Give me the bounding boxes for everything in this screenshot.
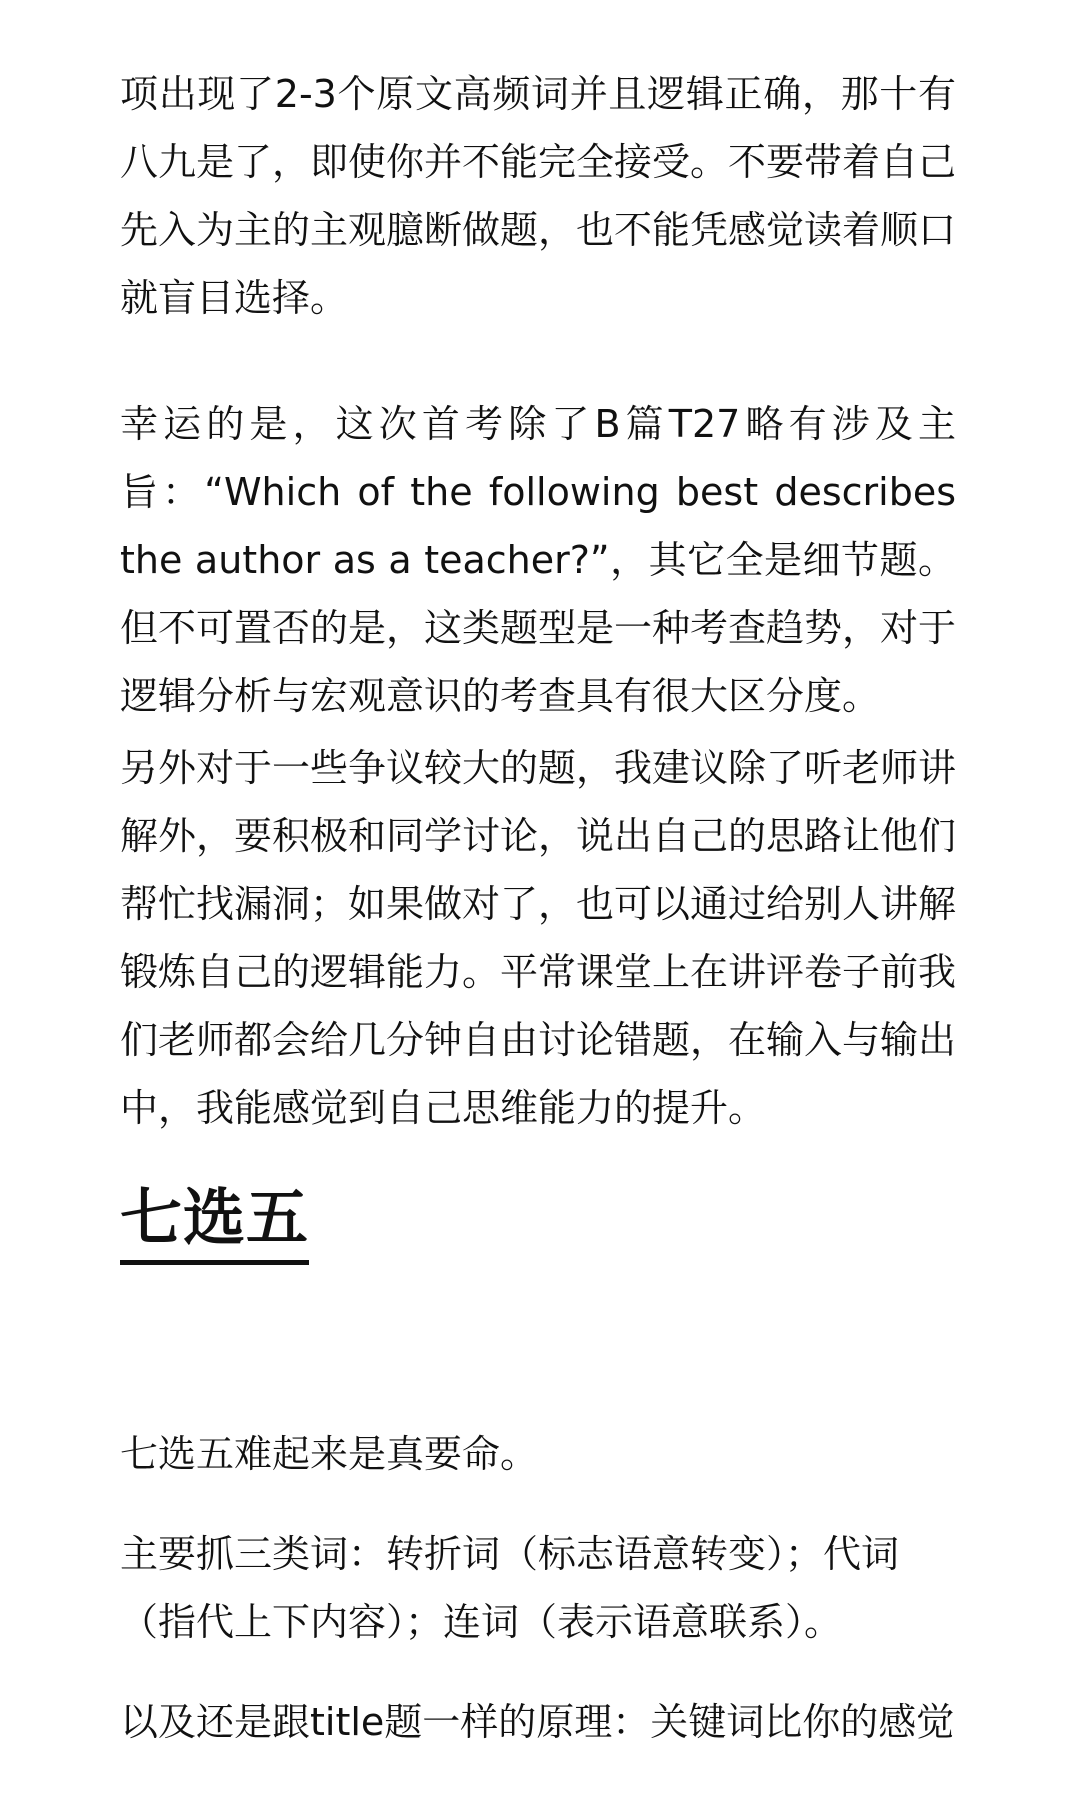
paragraph-keyword-logic <box>120 60 956 332</box>
text-line: 项出现了2-3个原文高频词并且逻辑正确，那十有 <box>120 72 957 116</box>
text-line: 先入为主的主观臆断做题，也不能凭感觉读着顺口 <box>120 208 957 252</box>
text-line: 但不可置否的是，这类题型是一种考查趋势，对于 <box>120 606 957 650</box>
text-line: 以及还是跟title题一样的原理：关键词比你的感觉 <box>120 1700 955 1744</box>
text-line: 逻辑分析与宏观意识的考查具有很大区分度。 <box>120 674 881 718</box>
text-line: 七选五难起来是真要命。 <box>120 1432 539 1476</box>
text-line: 帮忙找漏洞；如果做对了，也可以通过给别人讲解 <box>120 882 957 926</box>
text-line: （指代上下内容）；连词（表示语意联系）。 <box>120 1600 843 1644</box>
paragraph-seven-choose-five-intro <box>120 1420 538 1488</box>
text-line: 八九是了，即使你并不能完全接受。不要带着自己 <box>120 140 957 184</box>
text-line: 另外对于一些争议较大的题，我建议除了听老师讲 <box>120 746 957 790</box>
text-line: 幸运的是，这次首考除了B篇T27略有涉及主 <box>120 402 957 446</box>
section-heading: 七选五 <box>120 1178 309 1265</box>
text-line: 锻炼自己的逻辑能力。平常课堂上在讲评卷子前我 <box>120 950 957 994</box>
text-line: 就盲目选择。 <box>120 276 349 320</box>
paragraph-discussion-advice <box>120 734 956 1142</box>
text-line: 们老师都会给几分钟自由讨论错题，在输入与输出 <box>120 1018 957 1062</box>
text-line: the author as a teacher?”，其它全是细节题。 <box>120 538 957 582</box>
text-line: 旨：“Which of the following best describes <box>120 470 957 514</box>
text-line: 中，我能感觉到自己思维能力的提升。 <box>120 1086 767 1130</box>
paragraph-main-idea-question <box>120 390 956 730</box>
text-line: 解外，要积极和同学讨论，说出自己的思路让他们 <box>120 814 957 858</box>
text-line: 主要抓三类词：转折词（标志语意转变）；代词 <box>120 1532 900 1576</box>
paragraph-title-principle <box>120 1688 954 1756</box>
paragraph-three-word-types <box>120 1520 899 1656</box>
